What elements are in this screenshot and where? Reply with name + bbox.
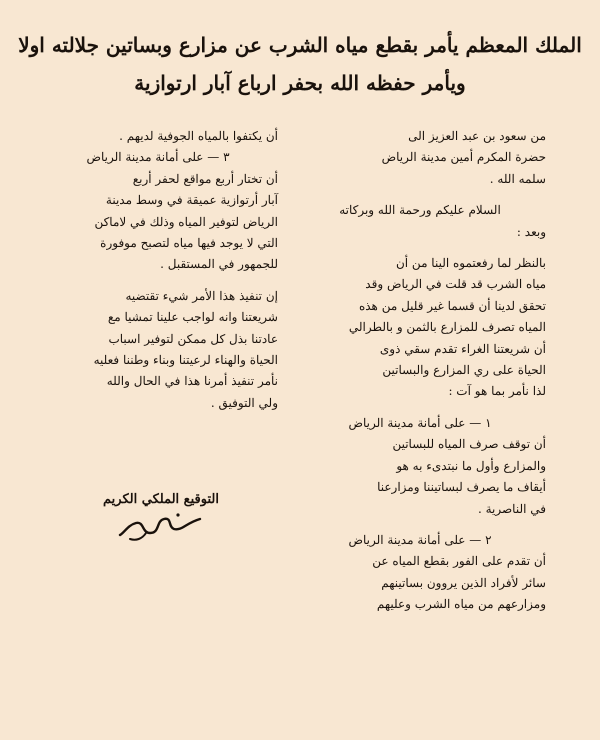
- signature-title: التوقيع الملكي الكريم: [103, 492, 219, 507]
- body-line: في الناصرية .: [477, 501, 546, 516]
- salutation-line: سلمه الله .: [489, 171, 546, 186]
- item-1-heading: ١ — على أمانة مدينة الرياض: [348, 415, 492, 430]
- continuation-line: أن يكتفوا بالمياه الجوفية لديهم .: [119, 129, 278, 143]
- body-line: للجمهور في المستقبل .: [160, 257, 278, 272]
- sender-line: من سعود بن عبد العزيز الى: [408, 129, 546, 143]
- right-column: [294, 126, 546, 616]
- body-line: تحقق لدينا أن قسما غير قليل من هذه: [358, 298, 546, 313]
- body-line: بالنظر لما رفعتموه الينا من أن: [395, 256, 546, 271]
- body-line: التي لا يوجد فيها مياه لتصبح موفورة: [100, 236, 278, 251]
- body-line: أن توقف صرف المياه للبساتين: [392, 437, 546, 452]
- body-line: الرياض لتوفير المياه وذلك في لاماكن: [94, 214, 278, 229]
- closing-line: عادتنا بذل كل ممكن لتوفير اسباب: [108, 331, 278, 346]
- body-line: المياه تصرف للمزارع بالثمن و بالطرالي: [348, 320, 546, 335]
- body-line: آبار أرتوازية عميقة في وسط مدينة: [105, 193, 278, 208]
- headline-line-2: ويأمر حفظه الله بحفر ارباع آبار ارتوازية: [134, 71, 466, 95]
- headline-line-1: الملك المعظم يأمر بقطع مياه الشرب عن مزارع وبساتين جلالته اولا: [18, 33, 582, 57]
- handwritten-signature: [116, 509, 206, 543]
- greeting-line: السلام عليكم ورحمة الله وبركاته: [339, 203, 501, 218]
- closing-line: ولي التوفيق .: [210, 395, 278, 410]
- body-line: أيقاف ما يصرف لبساتيننا ومزارعنا: [377, 480, 546, 495]
- recipient-line: حضرة المكرم أمين مدينة الرياض: [381, 150, 546, 165]
- body-line: ومزارعهم من مياه الشرب وعليهم: [376, 597, 546, 612]
- closing-line: الحياة والهناء لرعيتنا وبناء وطننا فعليه: [93, 353, 278, 368]
- body-line: مياه الشرب قد قلت في الرياض وقد: [365, 277, 546, 292]
- body-line: والمزارع وأول ما نبتدىء به هو: [396, 458, 546, 473]
- transition-line: وبعد :: [516, 224, 546, 239]
- item-3-heading: ٣ — على أمانة مدينة الرياض: [86, 150, 230, 165]
- closing-line: إن تنفيذ هذا الأمر شيء تقتضيه: [125, 288, 278, 303]
- body-line: أن تقدم على الفور بقطع المياه عن: [372, 554, 546, 569]
- body-line: أن تختار أربع مواقع لحفر أربع: [132, 171, 278, 186]
- item-2-heading: ٢ — على أمانة مدينة الرياض: [348, 532, 492, 547]
- body-line: لذا نأمر بما هو آت :: [448, 384, 546, 399]
- body-line: سائر لأفراد الذين يروون بساتينهم: [381, 575, 546, 590]
- body-line: أن شريعتنا الغراء تقدم سقي ذوى: [379, 341, 546, 356]
- body-line: الحياة على ري المزارع والبساتين: [382, 363, 546, 378]
- signature-block: [96, 492, 226, 552]
- closing-line: نأمر تنفيذ أمرنا هذا في الحال والله: [106, 374, 278, 389]
- headline: [14, 26, 586, 102]
- closing-line: شريعتنا وانه لواجب علينا تمشيا مع: [107, 310, 278, 325]
- left-column: [38, 126, 278, 414]
